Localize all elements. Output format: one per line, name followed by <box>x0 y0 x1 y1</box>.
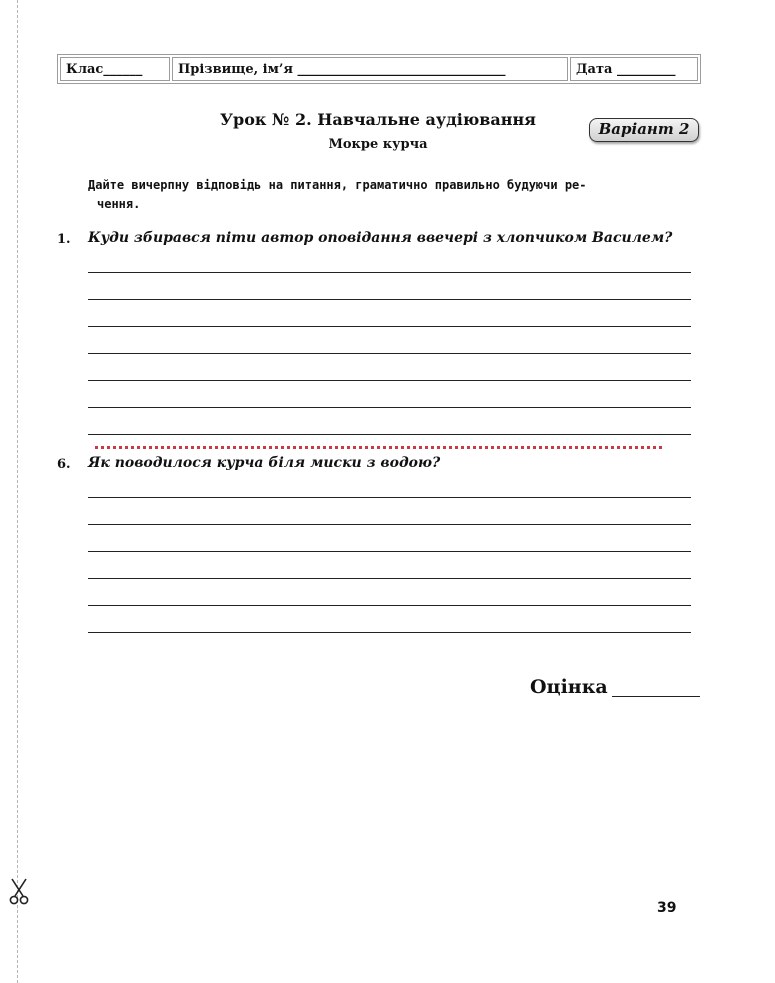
variant-badge: Варіант 2 <box>589 118 699 142</box>
instruction-text <box>88 176 700 214</box>
instruction-line-2: чення. <box>97 197 141 211</box>
instruction-line-1: Дайте вичерпну відповідь на питання, граматично правильно будуючи ре- <box>88 178 587 192</box>
question-text: Куди збирався піти автор оповідання ввечері з хлопчиком Василем? <box>88 230 673 246</box>
page-number: 39 <box>657 900 677 916</box>
grade-label: Оцінка <box>530 676 608 698</box>
student-info-table <box>57 54 701 84</box>
name-field: Прізвище, ім’я ________________________________ <box>172 57 568 81</box>
answer-line[interactable] <box>88 524 691 525</box>
answer-line[interactable] <box>88 326 691 327</box>
cut-line <box>17 0 18 983</box>
answer-line[interactable] <box>88 632 691 633</box>
lesson-title: Урок № 2. Навчальне аудіювання <box>220 110 536 129</box>
answer-line[interactable] <box>88 605 691 606</box>
question-text: Як поводилося курча біля миски з водою? <box>88 455 441 471</box>
grade-field[interactable] <box>612 696 700 697</box>
answer-line[interactable] <box>88 551 691 552</box>
class-field: Клас______ <box>60 57 170 81</box>
answer-line[interactable] <box>88 299 691 300</box>
answer-line[interactable] <box>88 380 691 381</box>
lesson-subtitle: Мокре курча <box>328 137 428 152</box>
date-field: Дата _________ <box>570 57 698 81</box>
answer-line[interactable] <box>88 578 691 579</box>
section-separator <box>95 446 662 449</box>
question-number: 6. <box>57 457 71 472</box>
answer-line[interactable] <box>88 353 691 354</box>
answer-line[interactable] <box>88 272 691 273</box>
scissors-icon <box>8 878 30 906</box>
answer-line[interactable] <box>88 434 691 435</box>
answer-line[interactable] <box>88 407 691 408</box>
answer-line[interactable] <box>88 497 691 498</box>
question-number: 1. <box>57 232 71 247</box>
